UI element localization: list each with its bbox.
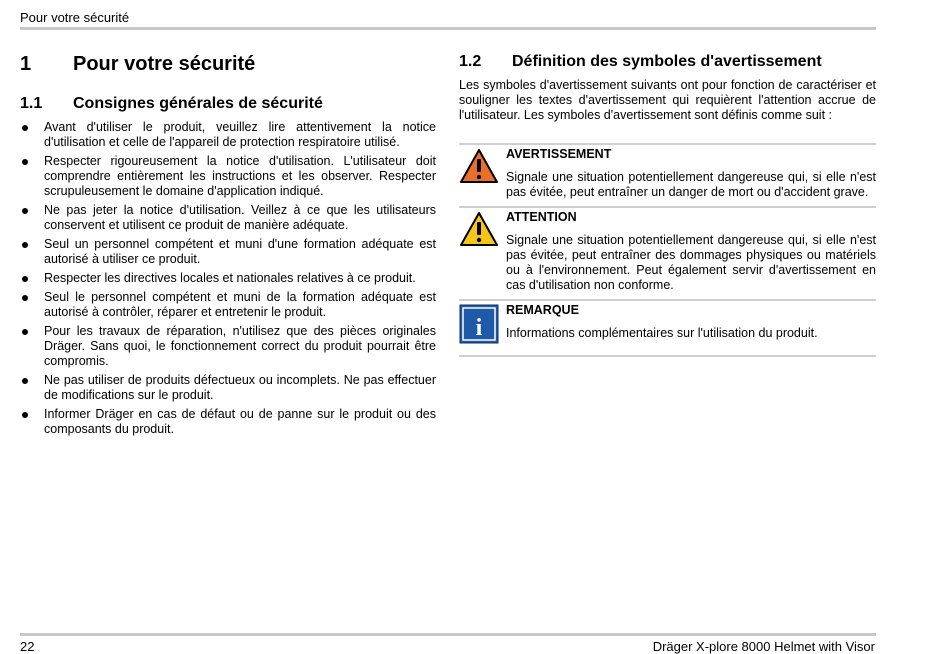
- bullet-icon: [22, 412, 28, 418]
- list-item-text: Seul un personnel compétent et muni d'une formation adéquate est autorisé à utiliser ce produit.: [44, 237, 436, 266]
- footer-product-name: Dräger X-plore 8000 Helmet with Visor: [652, 639, 875, 654]
- bullet-icon: [22, 242, 28, 248]
- list-item-text: Respecter rigoureusement la notice d'utilisation. L'utilisateur doit comprendre entièrement les instructions et les observer. Respecter scrupuleusement le domaine d'application indiqué.: [44, 154, 436, 198]
- bullet-icon: [22, 125, 28, 131]
- symbol-description: Signale une situation potentiellement dangereuse qui, si elle n'est pas évitée, peut entraîner des dommages physiques ou matériels ou à l'environnement. Peut également servir d'avertissement en cas d'utilisation non conforme.: [506, 233, 876, 292]
- list-item-text: Ne pas jeter la notice d'utilisation. Veillez à ce que les utilisateurs conservent et utilisent ce produit de manière adéquate.: [44, 203, 436, 232]
- symbol-title: REMARQUE: [506, 303, 579, 317]
- subsection-title: Définition des symboles d'avertissement: [512, 53, 822, 70]
- symbol-row-caution: [459, 208, 876, 301]
- list-item: [20, 271, 436, 286]
- section-number: 1: [20, 53, 32, 75]
- left-column: [20, 52, 436, 441]
- list-item-text: Avant d'utiliser le produit, veuillez lire attentivement la notice d'utilisation et celle de l'appareil de protection respiratoire utilisé.: [44, 120, 436, 149]
- section-heading: [20, 52, 436, 76]
- warning-symbols-table: [459, 143, 876, 357]
- list-item: [20, 203, 436, 233]
- list-item-text: Respecter les directives locales et nationales relatives à ce produit.: [44, 271, 416, 285]
- symbol-row-note: [459, 301, 876, 357]
- caution-yellow-triangle-icon: [459, 210, 506, 293]
- bullet-icon: [22, 329, 28, 335]
- list-item: [20, 324, 436, 369]
- list-item-text: Pour les travaux de réparation, n'utilisez que des pièces originales Dräger. Sans quoi, le fonctionnement correct du produit pourrait être compromis.: [44, 324, 436, 368]
- symbol-description: Signale une situation potentiellement dangereuse qui, si elle n'est pas évitée, peut entraîner un danger de mort ou d'accident grave.: [506, 170, 876, 199]
- section-title: Pour votre sécurité: [73, 53, 256, 75]
- subsection-number: 1.2: [459, 53, 482, 70]
- symbol-description: Informations complémentaires sur l'utilisation du produit.: [506, 326, 818, 340]
- subsection-number: 1.1: [20, 95, 43, 112]
- list-item: [20, 373, 436, 403]
- list-item: [20, 237, 436, 267]
- safety-instructions-list: [20, 120, 436, 437]
- running-header: Pour votre sécurité: [20, 10, 130, 25]
- subsection-heading: [20, 94, 436, 114]
- bullet-icon: [22, 276, 28, 282]
- bullet-icon: [22, 378, 28, 384]
- list-item-text: Seul le personnel compétent et muni de la formation adéquate est autorisé à contrôler, réparer et entretenir le produit.: [44, 290, 436, 319]
- bullet-icon: [22, 295, 28, 301]
- info-blue-square-icon: [459, 303, 506, 349]
- symbol-row-warning: [459, 145, 876, 208]
- list-item: [20, 120, 436, 150]
- bullet-icon: [22, 208, 28, 214]
- list-item: [20, 407, 436, 437]
- page-number: 22: [20, 639, 35, 654]
- list-item-text: Informer Dräger en cas de défaut ou de panne sur le produit ou des composants du produit.: [44, 407, 436, 436]
- right-column: [459, 52, 876, 357]
- intro-paragraph: Les symboles d'avertissement suivants ont pour fonction de caractériser et souligner les textes d'avertissement qui requièrent l'attention accrue de l'utilisateur. Les symboles d'avertissement sont définis comme suit :: [459, 78, 876, 122]
- subsection-heading: [459, 52, 876, 72]
- footer-divider: [20, 633, 876, 636]
- list-item: [20, 290, 436, 320]
- bullet-icon: [22, 159, 28, 165]
- list-item-text: Ne pas utiliser de produits défectueux ou incomplets. Ne pas effectuer de modifications sur le produit.: [44, 373, 436, 402]
- header-divider: [20, 27, 876, 30]
- symbol-title: ATTENTION: [506, 210, 577, 224]
- subsection-title: Consignes générales de sécurité: [73, 95, 323, 112]
- list-item: [20, 154, 436, 199]
- svg-text:i: i: [475, 315, 483, 341]
- warning-orange-triangle-icon: [459, 147, 506, 200]
- symbol-title: AVERTISSEMENT: [506, 147, 612, 161]
